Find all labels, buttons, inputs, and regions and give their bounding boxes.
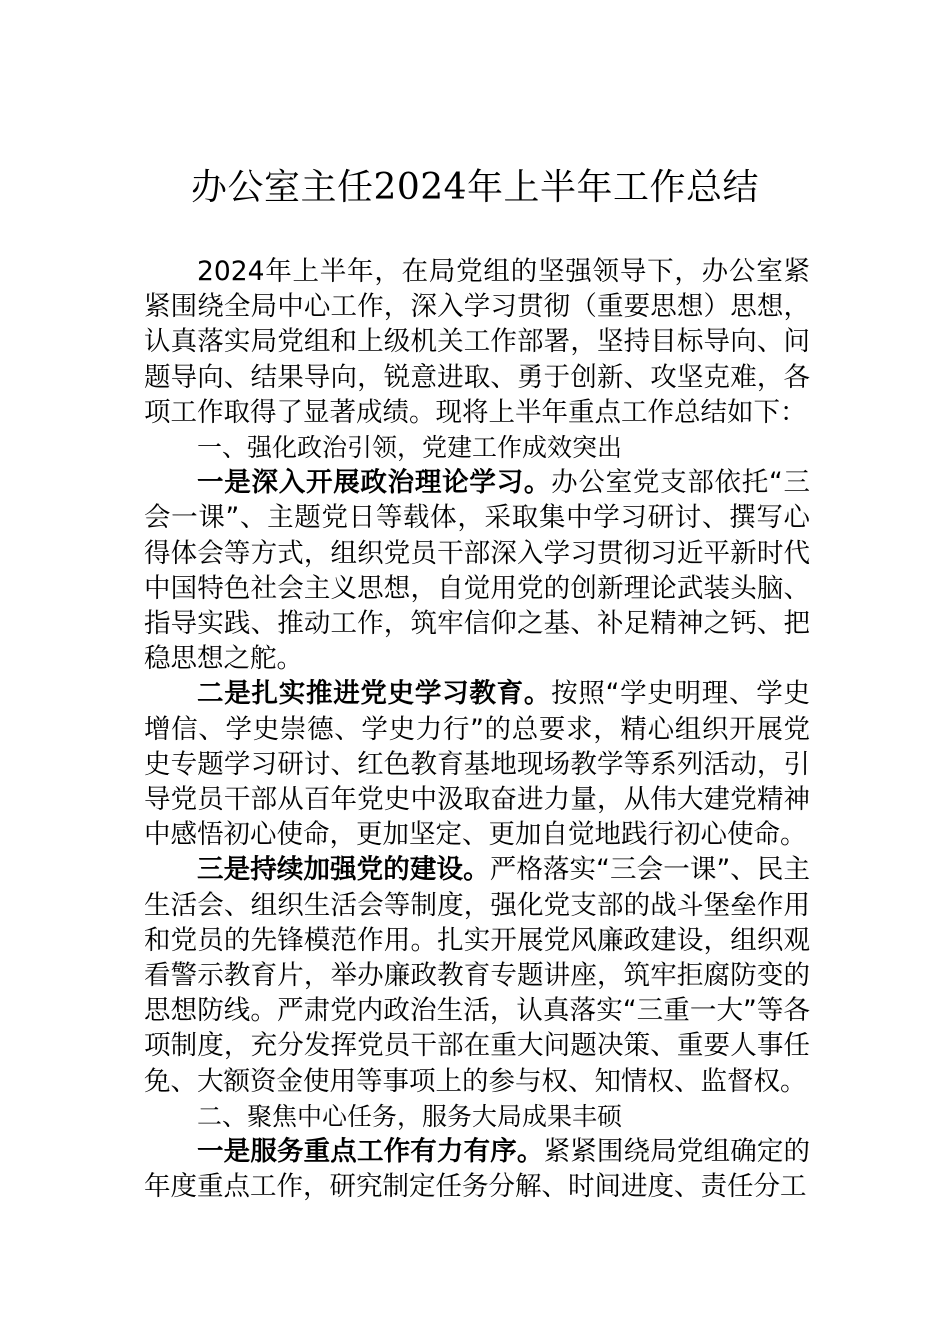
paragraph-lead: 二是扎实推进党史学习教育。 bbox=[197, 678, 552, 710]
body-paragraph bbox=[144, 852, 810, 1098]
paragraph-text: 紧紧围绕局党组确定的年度重点工作，研究制定任务分解、时间进度、责任分工 bbox=[144, 1136, 811, 1203]
document-body bbox=[144, 254, 810, 1204]
intro-paragraph bbox=[144, 254, 810, 430]
body-paragraph bbox=[144, 676, 810, 852]
paragraph-lead: 一是深入开展政治理论学习。 bbox=[197, 467, 552, 499]
paragraph-lead: 一是服务重点工作有力有序。 bbox=[197, 1136, 544, 1168]
paragraph-text: 按照“学史明理、学史增信、学史崇德、学史力行”的总要求，精心组织开展党史专题学习研讨、红色教育基地现场教学等系列活动，引导党员干部从百年党史中汲取奋进力量，从伟大建党精神中感悟初心使命，更加坚定、更加自觉地践行初心使命。 bbox=[144, 678, 811, 851]
paragraph-text: 2024年上半年，在局党组的坚强领导下，办公室紧紧围绕全局中心工作，深入学习贯彻（重要思想）思想，认真落实局党组和上级机关工作部署，坚持目标导向、问题导向、结果导向，锐意进取、勇于创新、攻坚克难，各项工作取得了显著成绩。现将上半年重点工作总结如下： bbox=[144, 256, 810, 428]
body-paragraph bbox=[144, 465, 810, 676]
body-paragraph bbox=[144, 1134, 810, 1204]
section-heading-2: 二、聚焦中心任务，服务大局成果丰硕 bbox=[197, 1101, 623, 1131]
paragraph-text: 办公室党支部依托“三会一课”、主题党日等载体，采取集中学习研讨、撰写心得体会等方式，组织党员干部深入学习贯彻习近平新时代中国特色社会主义思想，自觉用党的创新理论武装头脑、指导实践、推动工作，筑牢信仰之基、补足精神之钙、把稳思想之舵。 bbox=[144, 467, 811, 675]
paragraph-text: 严格落实“三会一课”、民主生活会、组织生活会等制度，强化党支部的战斗堡垒作用和党员的先锋模范作用。扎实开展党风廉政建设，组织观看警示教育片，举办廉政教育专题讲座，筑牢拒腐防变的思想防线。严肃党内政治生活，认真落实“三重一大”等各项制度，充分发挥党员干部在重大问题决策、重要人事任免、大额资金使用等事项上的参与权、知情权、监督权。 bbox=[144, 854, 810, 1097]
document-title: 办公室主任2024年上半年工作总结 bbox=[190, 167, 760, 208]
paragraph-lead: 三是持续加强党的建设。 bbox=[197, 854, 490, 886]
section-heading-1: 一、强化政治引领，党建工作成效突出 bbox=[197, 433, 623, 463]
